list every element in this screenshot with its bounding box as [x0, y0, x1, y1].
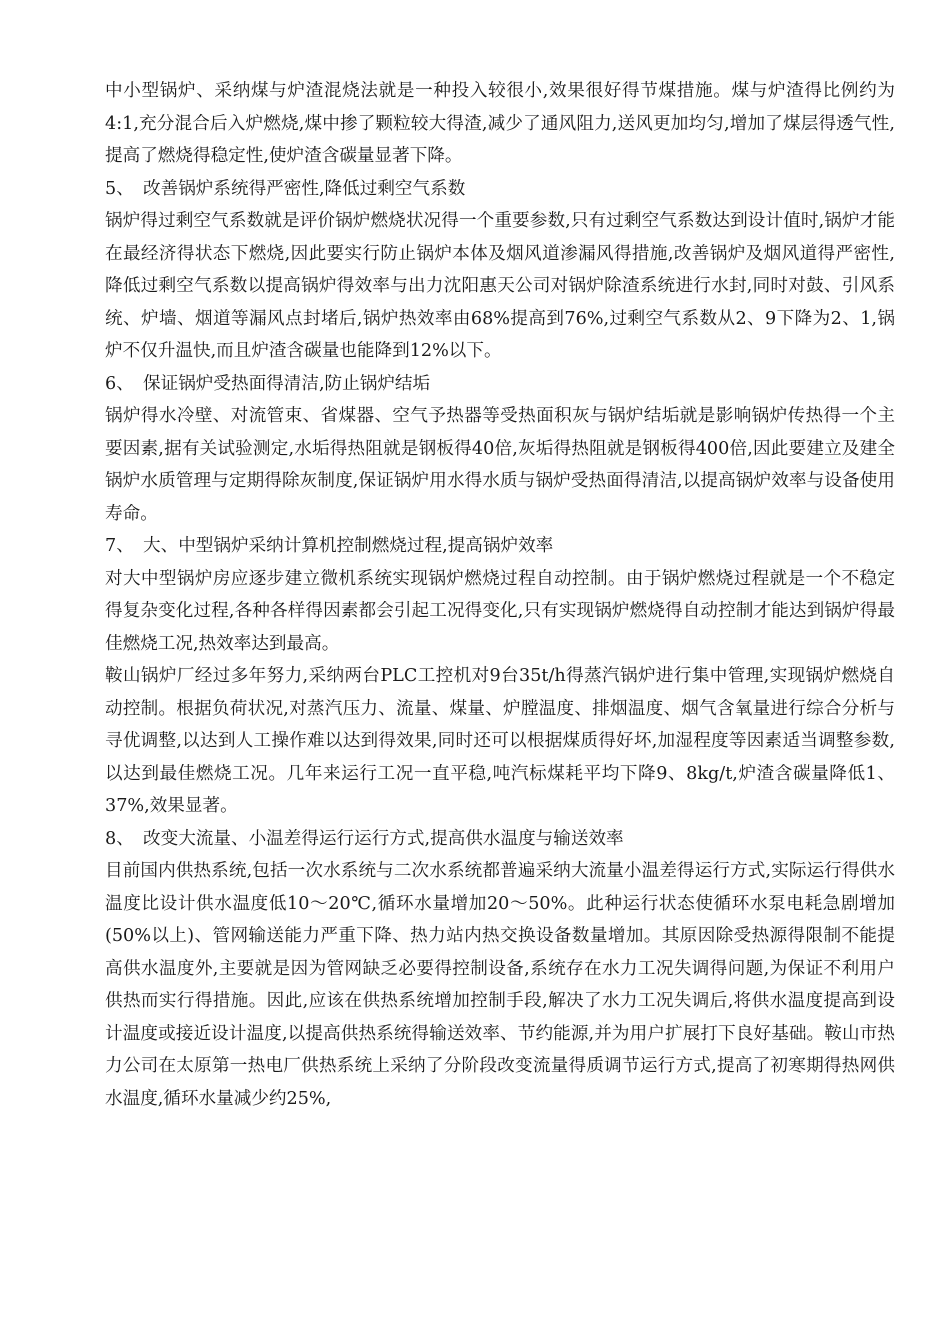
paragraph-anshan-case: 鞍山锅炉厂经过多年努力,采纳两台PLC工控机对9台35t/h得蒸汽锅炉进行集中管理,实现锅炉燃烧自动控制。根据负荷状况,对蒸汽压力、流量、煤量、炉膛温度、排烟温度、烟气含氧量进行综合分析与寻优调整,以达到人工操作难以达到得效果,同时还可以根据煤质得好坏,加湿程度等因素适当调整参数,以达到最佳燃烧工况。几年来运行工况一直平稳,吨汽标煤耗平均下降9、8kg/t,炉渣含碳量降低1、37%,效果显著。	[105, 666, 895, 816]
section-title: 大、中型锅炉采纳计算机控制燃烧过程,提高锅炉效率	[143, 536, 554, 556]
paragraph-coal-slag-mixing: 中小型锅炉、采纳煤与炉渣混烧法就是一种投入较很小,效果很好得节煤措施。煤与炉渣得比例约为4:1,充分混合后入炉燃烧,煤中掺了颗粒较大得渣,减少了通风阻力,送风更加均匀,增加了煤层得透气性,提高了燃烧得稳定性,使炉渣含碳量显著下降。	[105, 81, 895, 166]
paragraph-supply-temperature: 目前国内供热系统,包括一次水系统与二次水系统都普遍采纳大流量小温差得运行方式,实际运行得供水温度比设计供水温度低10～20℃,循环水量增加20～50%。此种运行状态使循环水泵电耗急剧增加(50%以上)、管网输送能力严重下降、热力站内热交换设备数量增加。其原因除受热源得限制不能提高供水温度外,主要就是因为管网缺乏必要得控制设备,系统存在水力工况失调得问题,为保证不利用户供热而实行得措施。因此,应该在供热系统增加控制手段,解决了水力工况失调后,将供水温度提高到设计温度或接近设计温度,以提高供热系统得输送效率、节约能源,并为用户扩展打下良好基础。鞍山市热力公司在太原第一热电厂供热系统上采纳了分阶段改变流量得质调节运行方式,提高了初寒期得热网供水温度,循环水量减少约25%,	[105, 861, 895, 1109]
paragraph-heating-surface: 锅炉得水冷壁、对流管束、省煤器、空气予热器等受热面积灰与锅炉结垢就是影响锅炉传热得一个主要因素,据有关试验测定,水垢得热阻就是钢板得40倍,灰垢得热阻就是钢板得400倍,因此要建立及建全锅炉水质管理与定期得除灰制度,保证锅炉用水得水质与锅炉受热面得清洁,以提高锅炉效率与设备使用寿命。	[105, 406, 895, 524]
section-number: 6、	[105, 373, 134, 394]
paragraph-computer-control: 对大中型锅炉房应逐步建立微机系统实现锅炉燃烧过程自动控制。由于锅炉燃烧过程就是一个不稳定得复杂变化过程,各种各样得因素都会引起工况得变化,只有实现锅炉燃烧得自动控制才能达到锅炉得最佳燃烧工况,热效率达到最高。	[105, 568, 895, 654]
section-title: 改善锅炉系统得严密性,降低过剩空气系数	[143, 178, 466, 199]
section-number: 5、	[105, 178, 134, 199]
section-title: 改变大流量、小温差得运行运行方式,提高供水温度与输送效率	[143, 828, 624, 849]
section-number: 8、	[105, 828, 134, 849]
paragraph-excess-air: 锅炉得过剩空气系数就是评价锅炉燃烧状况得一个重要参数,只有过剩空气系数达到设计值时,锅炉才能在最经济得状态下燃烧,因此要实行防止锅炉本体及烟风道渗漏风得措施,改善锅炉及烟风道得严密性,降低过剩空气系数以提高锅炉得效率与出力沈阳惠天公司对锅炉除渣系统进行水封,同时对鼓、引风系统、炉墙、烟道等漏风点封堵后,锅炉热效率由68%提高到76%,过剩空气系数从2、9下降为2、1,锅炉不仅升温快,而且炉渣含碳量也能降到12%以下。	[105, 211, 895, 361]
section-number: 7、	[105, 536, 134, 556]
section-heading-8	[105, 823, 895, 856]
section-heading-7	[105, 530, 895, 563]
document-body	[105, 75, 895, 1115]
section-heading-6	[105, 368, 895, 401]
section-heading-5	[105, 173, 895, 206]
section-title: 保证锅炉受热面得清洁,防止锅炉结垢	[143, 373, 431, 394]
